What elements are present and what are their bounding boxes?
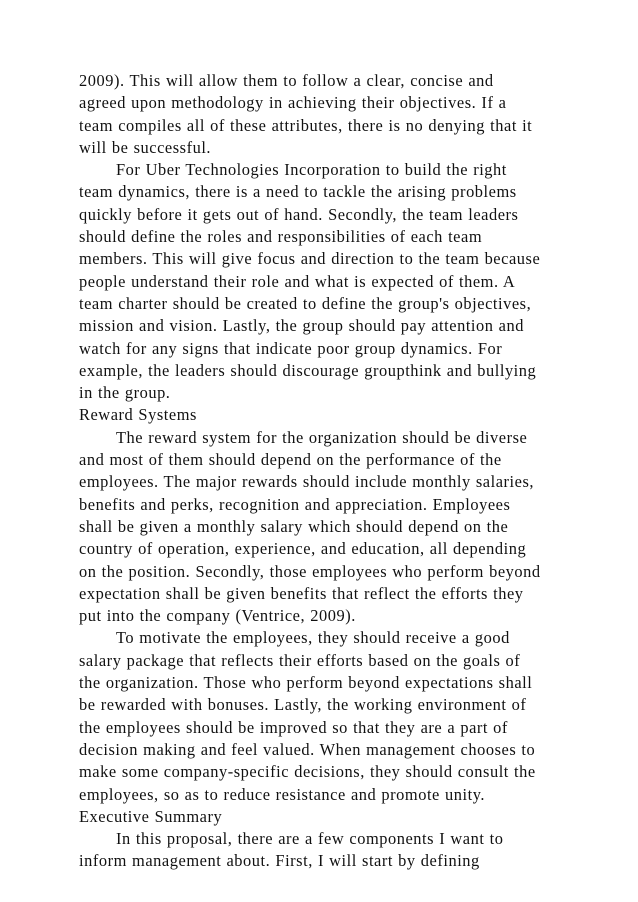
text-line: expectation shall be given benefits that reflect the efforts they <box>79 583 524 603</box>
text-line: agreed upon methodology in achieving their objectives. If a <box>79 93 507 113</box>
text-line: Executive Summary <box>79 806 223 826</box>
text-line: For Uber Technologies Incorporation to build the right <box>116 160 507 180</box>
text-line: mission and vision. Lastly, the group should pay attention and <box>79 316 524 336</box>
text-line: inform management about. First, I will start by defining <box>79 851 480 871</box>
text-line: make some company-specific decisions, they should consult the <box>79 762 536 782</box>
text-line: 2009). This will allow them to follow a clear, concise and <box>79 71 494 90</box>
document-body <box>79 70 609 873</box>
text-line: be rewarded with bonuses. Lastly, the working environment of <box>79 695 527 715</box>
text-line: The reward system for the organization should be diverse <box>116 427 528 447</box>
text-line: salary package that reflects their efforts based on the goals of <box>79 650 521 670</box>
text-line: employees, so as to reduce resistance and promote unity. <box>79 784 486 804</box>
text-line: decision making and feel valued. When management chooses to <box>79 739 536 759</box>
text-line: the employees should be improved so that they are a part of <box>79 717 508 737</box>
text-line: team dynamics, there is a need to tackle the arising problems <box>79 182 517 202</box>
text-line: team compiles all of these attributes, there is no denying that it <box>79 115 533 135</box>
text-line: should define the roles and responsibilities of each team <box>79 227 483 247</box>
text-line: benefits and perks, recognition and appreciation. Employees <box>79 494 511 514</box>
text-line: people understand their role and what is expected of them. A <box>79 271 516 291</box>
text-line: will be successful. <box>79 137 212 157</box>
text-line: team charter should be created to define the group's objectives, <box>79 293 532 313</box>
text-line: on the position. Secondly, those employees who perform beyond <box>79 561 541 581</box>
text-line: the organization. Those who perform beyond expectations shall <box>79 673 533 693</box>
text-line: shall be given a monthly salary which should depend on the <box>79 516 509 536</box>
text-line: Reward Systems <box>79 405 197 425</box>
text-line: watch for any signs that indicate poor group dynamics. For <box>79 338 503 358</box>
text-line: and most of them should depend on the performance of the <box>79 450 502 470</box>
text-line: employees. The major rewards should include monthly salaries, <box>79 472 535 492</box>
text-line: members. This will give focus and direction to the team because <box>79 249 541 269</box>
text-line: country of operation, experience, and education, all depending <box>79 539 527 559</box>
text-line: example, the leaders should discourage groupthink and bullying <box>79 360 537 380</box>
text-line: put into the company (Ventrice, 2009). <box>79 606 356 626</box>
text-line: In this proposal, there are a few components I want to <box>116 829 504 849</box>
text-line: To motivate the employees, they should receive a good <box>116 628 510 648</box>
text-line: in the group. <box>79 383 171 403</box>
text-line: quickly before it gets out of hand. Secondly, the team leaders <box>79 204 519 224</box>
